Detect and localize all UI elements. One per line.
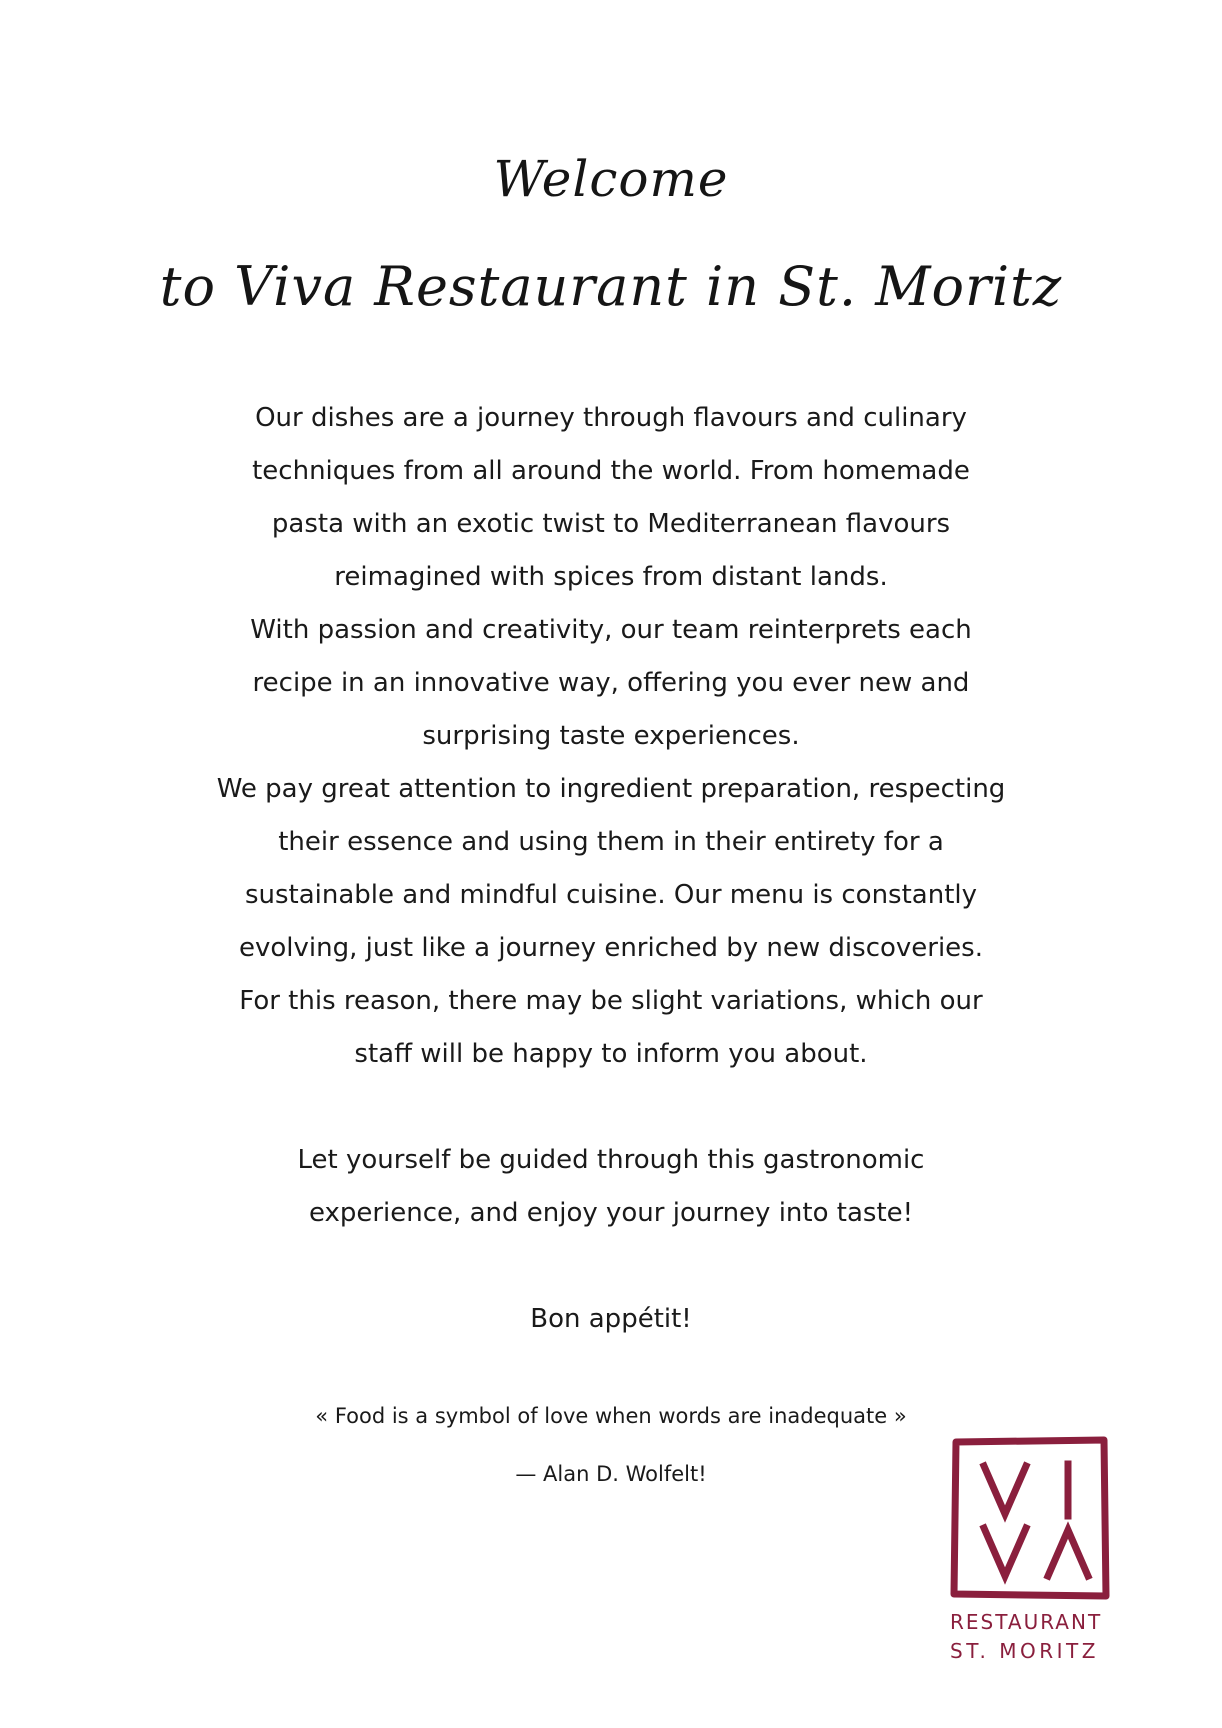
paragraph-spacer xyxy=(215,1240,1007,1293)
restaurant-title: to Viva Restaurant in St. Moritz xyxy=(159,255,1063,318)
viva-logo-icon xyxy=(950,1436,1110,1600)
intro-paragraph-1: Our dishes are a journey through flavours and culinary techniques from all around the world. From homemade pasta with an exotic twist to Mediterranean flavours reimagined with spices from distant lands. xyxy=(252,403,970,592)
quote-author: — Alan D. Wolfelt! xyxy=(515,1462,707,1486)
welcome-title: Welcome xyxy=(493,150,729,208)
bon-appetit: Bon appétit! xyxy=(530,1304,692,1334)
intro-paragraph-3: We pay great attention to ingredient preparation, respecting their essence and using them in their entirety for a sustainable and mindful cuisine. Our menu is constantly evolving, just like a journey enriched by new discoveries. For this reason, there may be slight variations, which our staff will be happy to inform you about. xyxy=(216,774,1006,1069)
paragraph-spacer xyxy=(215,1081,1007,1134)
logo-caption-location: ST. MORITZ xyxy=(950,1639,1099,1663)
intro-text xyxy=(215,392,1007,1346)
intro-paragraph-2: With passion and creativity, our team reinterprets each recipe in an innovative way, offering you ever new and surprising taste experiences. xyxy=(250,615,972,751)
viva-logo xyxy=(950,1436,1120,1666)
quote-text: « Food is a symbol of love when words are inadequate » xyxy=(315,1404,907,1428)
logo-caption-restaurant: RESTAURANT xyxy=(950,1610,1103,1634)
closing-invitation: Let yourself be guided through this gastronomic experience, and enjoy your journey into taste! xyxy=(297,1145,925,1228)
